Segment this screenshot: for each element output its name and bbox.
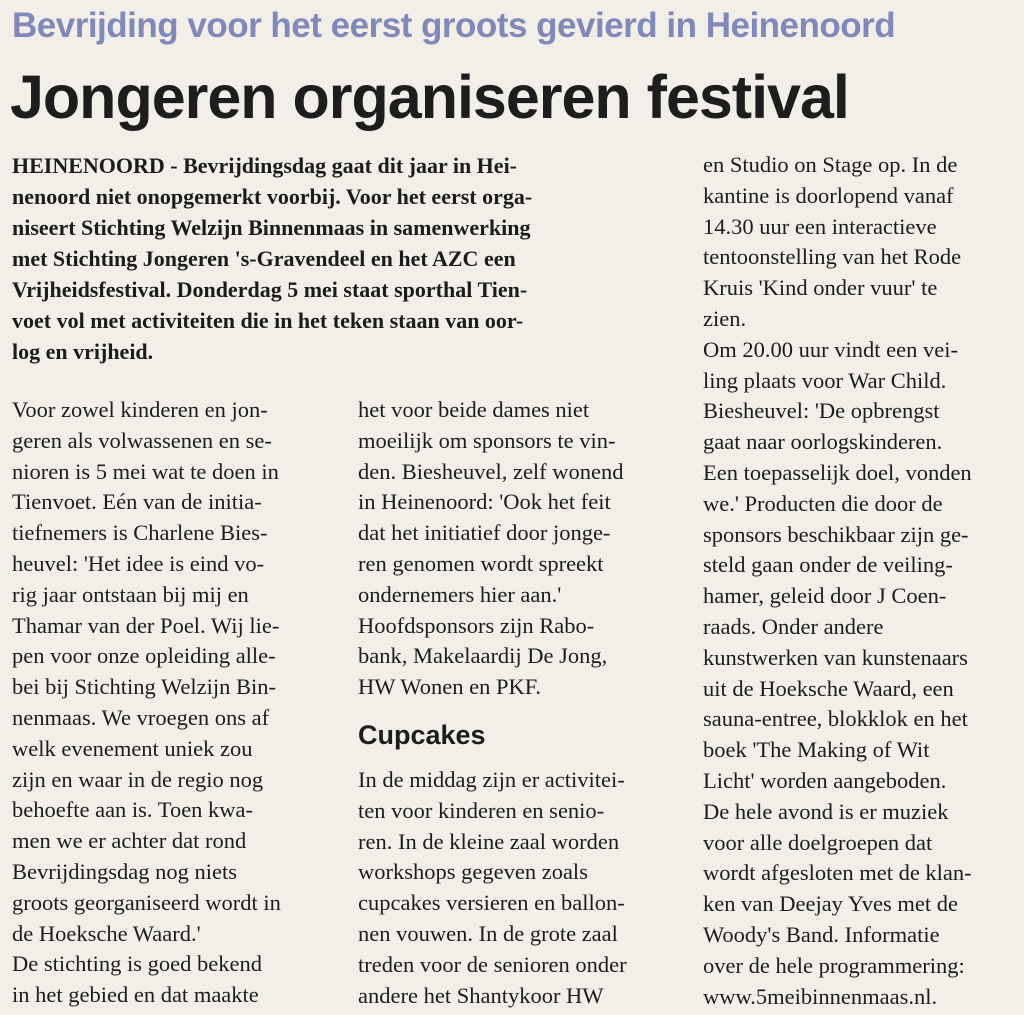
text-line: ling plaats voor War Child. (703, 367, 947, 393)
column-1 (12, 395, 337, 1011)
text-line: sauna-entree, blokklok en het (703, 706, 968, 732)
text-line: HEINENOORD - Bevrijdingsdag gaat dit jaar in Hei- (12, 153, 518, 178)
text-line: ten voor kinderen en senio- (358, 797, 605, 823)
text-line: ondernemers hier aan.' (358, 581, 562, 607)
text-line: nenmaas. We vroegen ons af (12, 704, 270, 730)
text-line: ken van Deejay Yves met de (703, 891, 958, 917)
text-line: nioren is 5 mei wat te doen in (12, 458, 279, 484)
article-headline: Jongeren organiseren festival (10, 63, 849, 131)
text-line: voor alle doelgroepen dat (703, 829, 933, 855)
text-line: nenoord niet onopgemerkt voorbij. Voor het eerst orga- (12, 184, 533, 209)
text-line: tiefnemers is Charlene Bies- (12, 520, 268, 546)
text-line: men we er achter dat rond (12, 828, 247, 854)
text-line: treden voor de senioren onder (358, 951, 627, 977)
text-line: wordt afgesloten met de klan- (703, 860, 972, 886)
text-line: hamer, geleid door J Coen- (703, 583, 947, 609)
text-line: rig jaar ontstaan bij mij en (12, 581, 249, 607)
text-line: zien. (703, 305, 747, 331)
text-line: andere het Shantykoor HW (358, 982, 604, 1008)
text-line: Tienvoet. Eén van de initia- (12, 489, 262, 515)
text-line: we.' Producten die door de (703, 490, 943, 516)
text-line: ren genomen wordt spreekt (358, 550, 604, 576)
text-line: Bevrijdingsdag nog niets (12, 858, 237, 884)
text-line: Een toepasselijk doel, vonden (703, 459, 972, 485)
text-line: dat het initiatief door jonge- (358, 520, 611, 546)
text-line: welk evenement uniek zou (12, 735, 253, 761)
text-line: het voor beide dames niet (358, 397, 590, 422)
text-line: bank, Makelaardij De Jong, (358, 643, 608, 669)
text-line: groots georganiseerd wordt in (12, 889, 281, 915)
text-line: met Stichting Jongeren 's-Gravendeel en het AZC een (12, 246, 516, 271)
text-line: Kruis 'Kind onder vuur' te (703, 275, 938, 301)
text-line: log en vrijheid. (12, 339, 154, 364)
text-line: heuvel: 'Het idee is eind vo- (12, 550, 265, 576)
text-line: HW Wonen en PKF. (358, 674, 542, 700)
text-line: Licht' worden aangeboden. (703, 767, 947, 793)
text-line: Voor zowel kinderen en jon- (12, 397, 268, 422)
text-line: Biesheuvel: 'De opbrengst (703, 398, 940, 424)
text-line: nen vouwen. In de grote zaal (358, 920, 618, 946)
text-line: sponsors beschikbaar zijn ge- (703, 521, 969, 547)
text-line: pen voor onze opleiding alle- (12, 643, 276, 669)
text-line: www.5meibinnenmaas.nl. (703, 983, 938, 1009)
text-line: workshops gegeven zoals (358, 859, 588, 885)
text-line: de Hoeksche Waard.' (12, 920, 201, 946)
text-line: niseert Stichting Welzijn Binnenmaas in samenwerking (12, 215, 531, 240)
text-line: cupcakes versieren en ballon- (358, 890, 625, 916)
column-2-top-text (358, 395, 678, 703)
text-line: moeilijk om sponsors te vin- (358, 427, 616, 453)
text-line: tentoonstelling van het Rode (703, 244, 962, 270)
text-line: In de middag zijn er activitei- (358, 766, 625, 792)
text-line: De stichting is goed bekend (12, 951, 262, 977)
column-2-bottom-text (358, 765, 678, 1011)
text-line: den. Biesheuvel, zelf wonend (358, 458, 624, 484)
text-line: raads. Onder andere (703, 613, 884, 639)
article-intro (12, 150, 662, 367)
text-line: Thamar van der Poel. Wij lie- (12, 612, 280, 638)
text-line: Hoofdsponsors zijn Rabo- (358, 612, 595, 638)
text-line: over de hele programmering: (703, 952, 965, 978)
text-line: Vrijheidsfestival. Donderdag 5 mei staat sporthal Tien- (12, 277, 528, 302)
text-line: in het gebied en dat maakte (12, 982, 259, 1008)
column-3-text (703, 150, 1018, 1012)
column-3 (703, 150, 1018, 1012)
text-line: steld gaan onder de veiling- (703, 552, 953, 578)
text-line: zijn en waar in de regio nog (12, 766, 264, 792)
text-line: ren. In de kleine zaal worden (358, 828, 620, 854)
text-line: uit de Hoeksche Waard, een (703, 675, 954, 701)
text-line: De hele avond is er muziek (703, 798, 949, 824)
text-line: gaat naar oorlogskinderen. (703, 429, 943, 455)
column-2 (358, 395, 678, 1011)
text-line: in Heinenoord: 'Ook het feit (358, 489, 611, 515)
text-line: kantine is doorlopend vanaf (703, 182, 954, 208)
text-line: bei bij Stichting Welzijn Bin- (12, 674, 277, 700)
text-line: geren als volwassenen en se- (12, 427, 272, 453)
column-1-text (12, 395, 337, 1011)
text-line: boek 'The Making of Wit (703, 737, 930, 763)
text-line: 14.30 uur een interactieve (703, 213, 937, 239)
text-line: en Studio on Stage op. In de (703, 152, 958, 177)
subhead-cupcakes: Cupcakes (358, 719, 486, 750)
text-line: Woody's Band. Informatie (703, 921, 940, 947)
article-kicker: Bevrijding voor het eerst groots gevierd in Heinenoord (12, 6, 896, 45)
text-line: Om 20.00 uur vindt een vei- (703, 336, 958, 362)
text-line: behoefte aan is. Toen kwa- (12, 797, 254, 823)
text-line: kunstwerken van kunstenaars (703, 644, 968, 670)
text-line: voet vol met activiteiten die in het teken staan van oor- (12, 308, 524, 333)
